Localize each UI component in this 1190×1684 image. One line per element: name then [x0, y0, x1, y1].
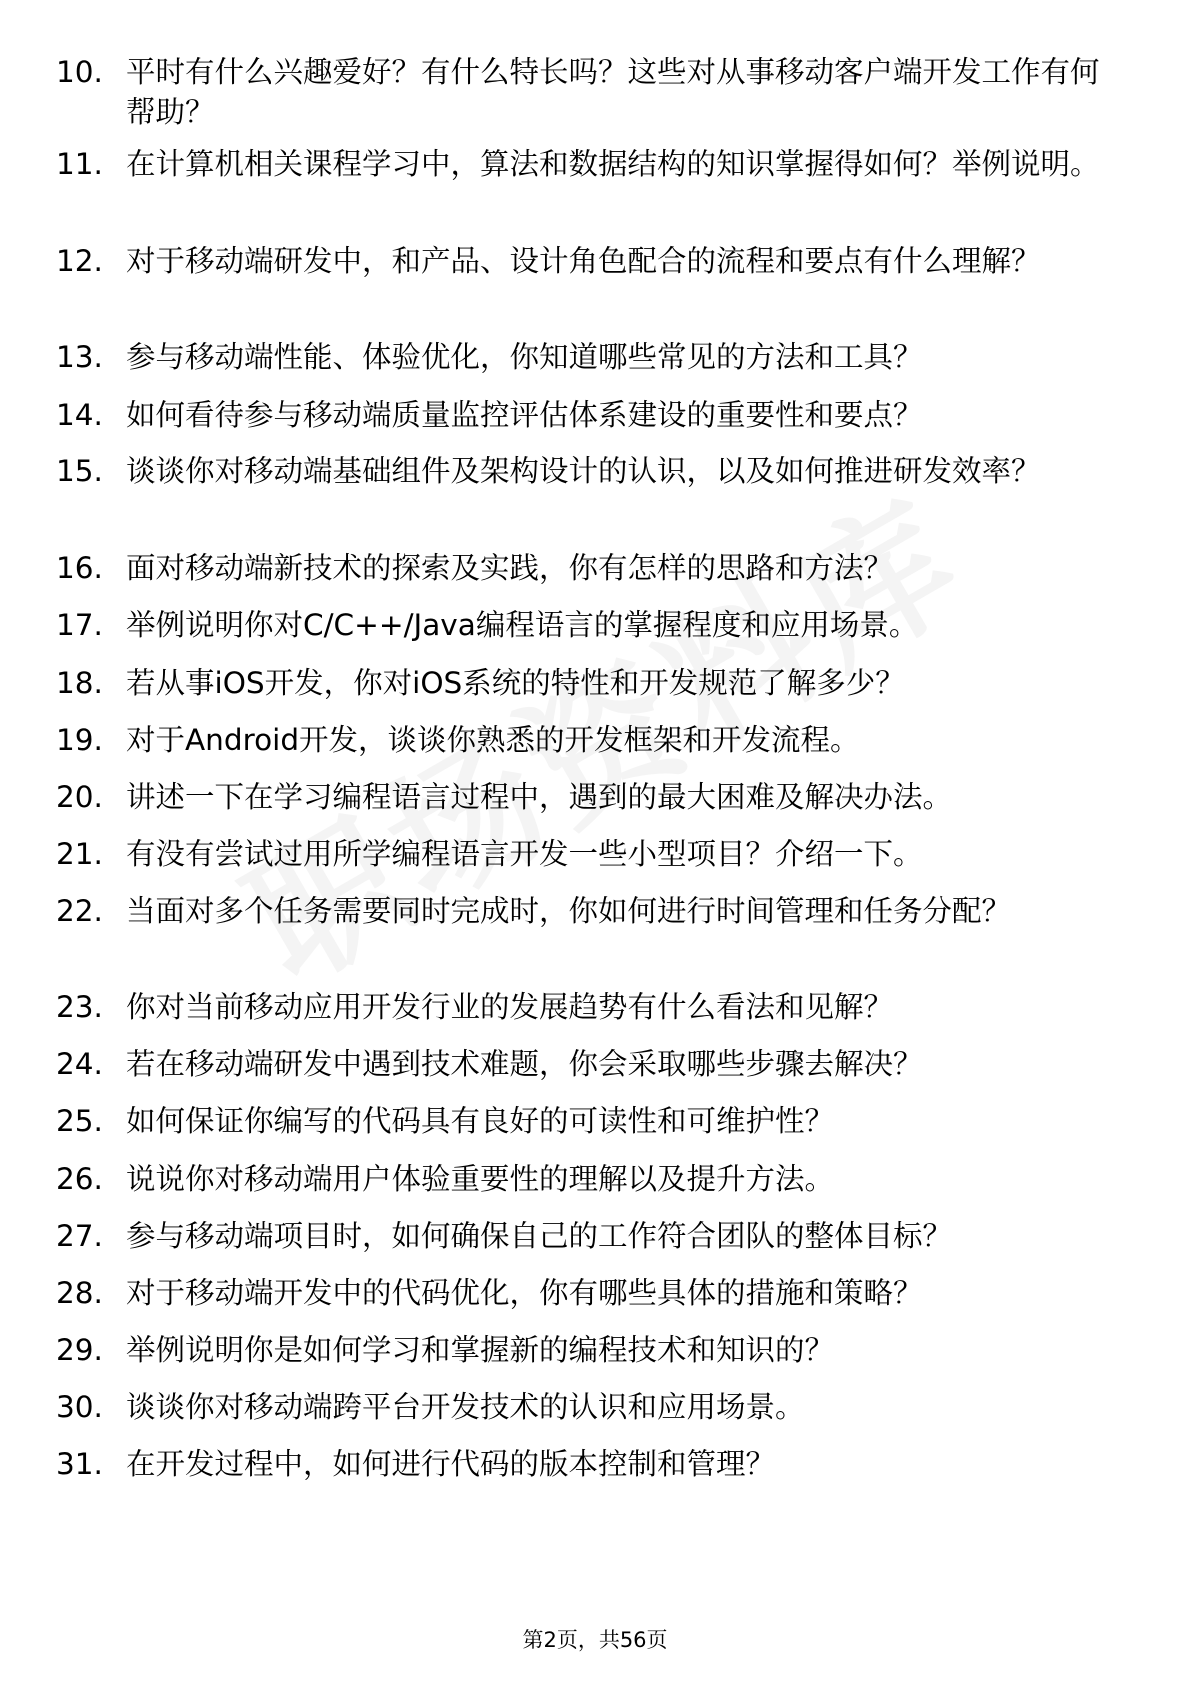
question-text: 在开发过程中，如何进行代码的版本控制和管理？	[126, 1447, 776, 1481]
question-number: 21.	[56, 837, 103, 871]
question-text: 对于Android开发，谈谈你熟悉的开发框架和开发流程。	[126, 723, 860, 757]
question-text: 在计算机相关课程学习中，算法和数据结构的知识掌握得如何？举例说明。	[126, 147, 1100, 181]
question-number: 30.	[56, 1390, 103, 1424]
question-number: 29.	[56, 1333, 103, 1367]
question-number: 16.	[56, 551, 103, 585]
question-number: 27.	[56, 1219, 103, 1253]
question-text: 谈谈你对移动端基础组件及架构设计的认识，以及如何推进研发效率？	[126, 454, 1041, 488]
question-number: 13.	[56, 340, 103, 374]
question-text: 当面对多个任务需要同时完成时，你如何进行时间管理和任务分配？	[126, 894, 1012, 928]
question-number: 24.	[56, 1047, 103, 1081]
question-number: 17.	[56, 608, 103, 642]
question-text: 平时有什么兴趣爱好？有什么特长吗？这些对从事移动客户端开发工作有何帮助？	[126, 55, 1100, 129]
question-number: 12.	[56, 244, 103, 278]
question-number: 26.	[56, 1162, 103, 1196]
question-number: 10.	[56, 55, 103, 89]
question-text: 举例说明你对C/C++/Java编程语言的掌握程度和应用场景。	[126, 608, 919, 642]
question-number: 19.	[56, 723, 103, 757]
question-number: 11.	[56, 147, 103, 181]
question-text: 你对当前移动应用开发行业的发展趋势有什么看法和见解？	[126, 990, 894, 1024]
question-text: 对于移动端开发中的代码优化，你有哪些具体的措施和策略？	[126, 1276, 923, 1310]
question-number: 31.	[56, 1447, 103, 1481]
question-text: 若从事iOS开发，你对iOS系统的特性和开发规范了解多少？	[126, 666, 905, 700]
question-number: 20.	[56, 780, 103, 814]
question-text: 参与移动端项目时，如何确保自己的工作符合团队的整体目标？	[126, 1219, 953, 1253]
question-number: 22.	[56, 894, 103, 928]
question-text: 面对移动端新技术的探索及实践，你有怎样的思路和方法？	[126, 551, 894, 585]
question-text: 若在移动端研发中遇到技术难题，你会采取哪些步骤去解决？	[126, 1047, 923, 1081]
question-text: 如何看待参与移动端质量监控评估体系建设的重要性和要点？	[126, 398, 923, 432]
question-number: 14.	[56, 398, 103, 432]
question-text: 谈谈你对移动端跨平台开发技术的认识和应用场景。	[126, 1390, 805, 1424]
question-text: 如何保证你编写的代码具有良好的可读性和可维护性？	[126, 1104, 835, 1138]
question-number: 15.	[56, 454, 103, 488]
question-text: 参与移动端性能、体验优化，你知道哪些常见的方法和工具？	[126, 340, 923, 374]
question-text: 举例说明你是如何学习和掌握新的编程技术和知识的？	[126, 1333, 835, 1367]
question-text: 有没有尝试过用所学编程语言开发一些小型项目？介绍一下。	[126, 837, 923, 871]
question-number: 28.	[56, 1276, 103, 1310]
question-text: 讲述一下在学习编程语言过程中，遇到的最大困难及解决办法。	[126, 780, 953, 814]
question-number: 25.	[56, 1104, 103, 1138]
question-text: 说说你对移动端用户体验重要性的理解以及提升方法。	[126, 1162, 835, 1196]
question-number: 18.	[56, 666, 103, 700]
question-text: 对于移动端研发中，和产品、设计角色配合的流程和要点有什么理解？	[126, 244, 1041, 278]
question-number: 23.	[56, 990, 103, 1024]
page-footer: 第2页，共56页	[522, 1628, 668, 1652]
